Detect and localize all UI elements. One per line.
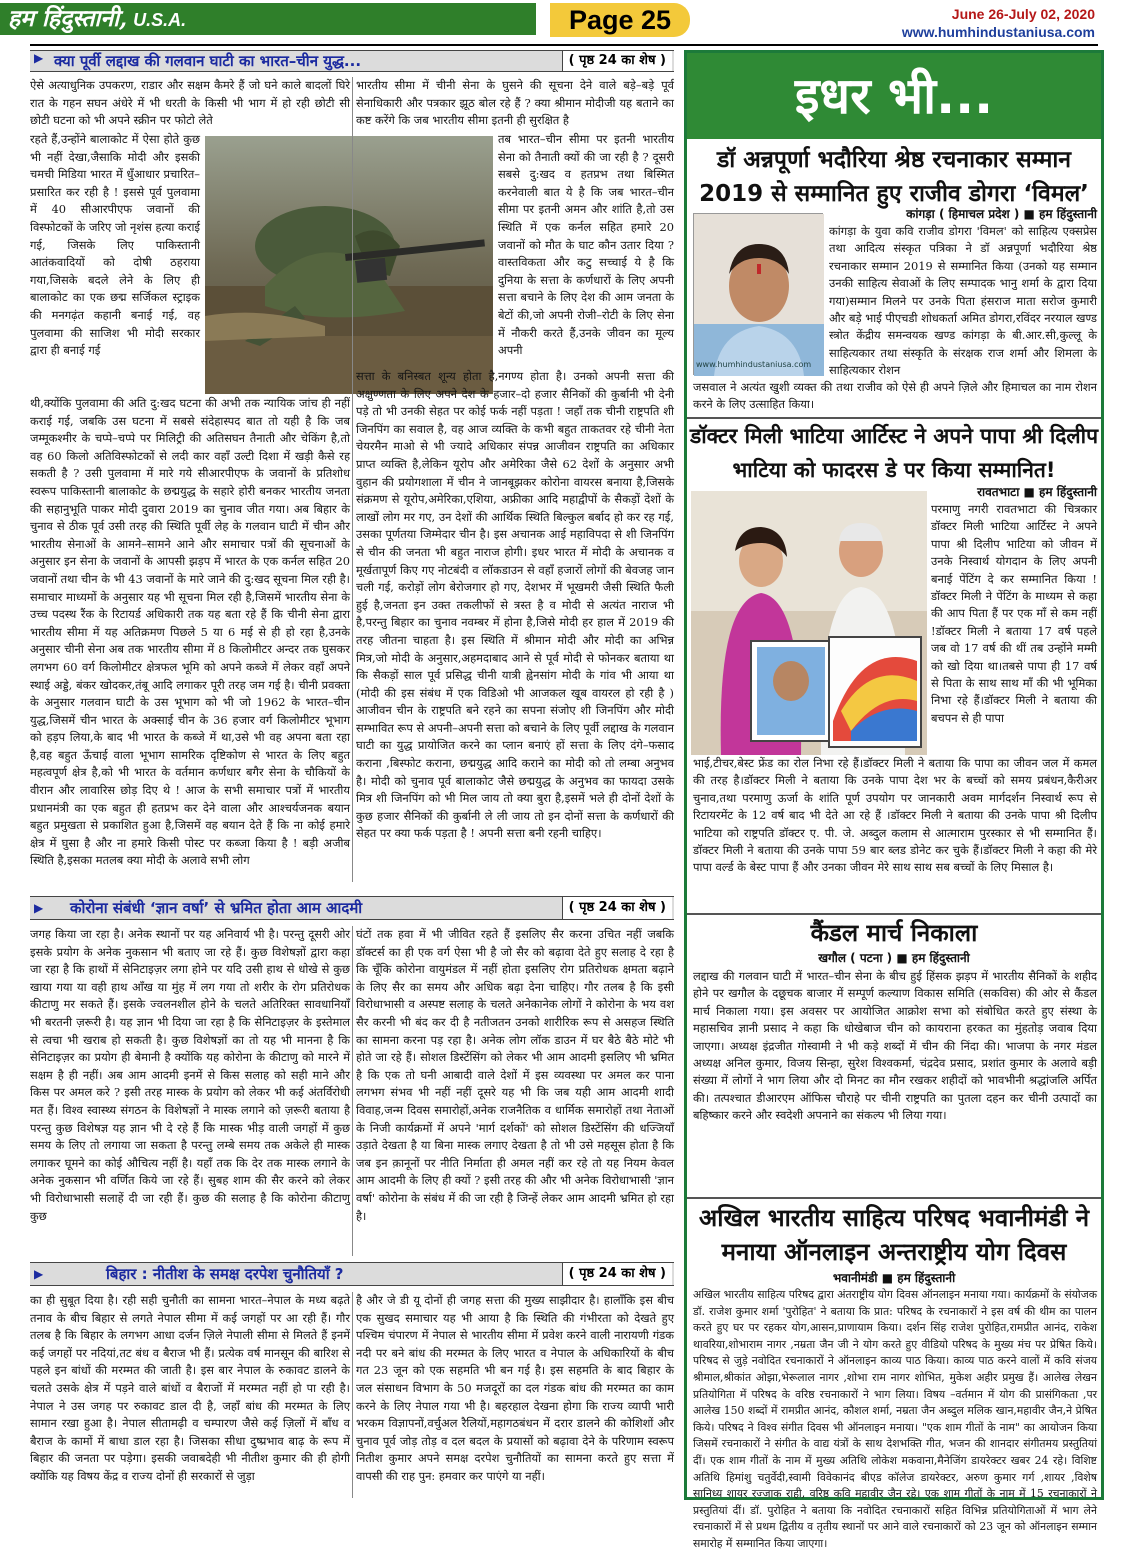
arrow-icon: ▶: [34, 1267, 44, 1281]
article1-title[interactable]: क्या पूर्वी लद्दाख की गलवान घाटी का भारत–चीन युद्ध...: [54, 52, 362, 70]
article2-col1: जगह किया जा रहा है। अनेक स्थानों पर यह अनिवार्य भी है। परन्तु दूसरी ओर इसके प्रयोग के अनेक नुकसान भी बताए जा रहे हैं। कुछ विशेषज्ञों द्वारा कहा जा रहा है कि हाथों में सेनिटाइज़र लगा होने पर यदि उसी हाथ से धोखे से कुछ खाया गया या वही हाथ आँख या मुंह में लग गया तो शरीर के रोग प्रतिरोधक कीटाणु मर सकते हैं। इसके ज्वलनशील होने के चलते अतिरिक्त सावधानियाँ भी बरतनी ज़रूरी है। यह ज्ञान भी दिया जा रहा है कि सेनिटाइज़र के इस्तेमाल से त्वचा भी खराब हो सकती है। कुछ विशेषज्ञों का तो यह भी मानना है कि सेनिटाइज़र का प्रयोग ही बेमानी है क्योंकि यह कोरोना के कीटाणु को मारने में सक्षम है ही नहीं। अब आम आदमी इनमें से किस सलाह को सही माने और किस पर अमल करे ? इसी तरह मास्क के प्रयोग को लेकर भी कई अंतर्विरोधी मत हैं। विश्व स्वास्थ्य संगठन के विशेषज्ञों ने मास्क लगाने को ज़रूरी बताया है परन्तु कुछ विशेषज्ञ यह ज्ञान भी दे रहे हैं कि मास्क भीड़ वाली जगहों में कुछ समय के लिए तो लगाया जा सकता है परन्तु लम्बे समय तक अकेले ही मास्क लगाकर घूमने का कोई औचित्य नहीं है। यहाँ तक कि देर तक मास्क लगाने के अनेक नुकसान भी वर्णित किये जा रहे हैं। सुबह शाम की सैर करने को लेकर भी विरोधाभासी सलाहें दी जा रही हैं। कुछ की सलाह है कि कोरोना कीटाणु कुछ: [30, 927, 350, 1223]
column-divider: [352, 1292, 353, 1498]
article2-col2: घंटों तक हवा में भी जीवित रहते हैं इसलिए सैर करना उचित नहीं जबकि डॉक्टर्स का ही एक वर्ग ऐसा भी है जो सैर को बढ़ावा देते हुए सलाह दे रहा है कि चूँकि कोरोना वायुमंडल में नहीं होता इसलिए रोग प्रतिरोधक क्षमता बढ़ाने के लिए सैर का समय और अधिक बढ़ा देना चाहिए। गौर तलब है कि इसी विरोधाभासी व अस्पष्ट सलाह के चलते अनेकानेक लोगों ने कोरोना के भय वश सैर करनी भी बंद कर दी है नतीजतन उनको शारीरिक रूप से असहज स्थिति का सामना करना पड़ रहा है। अनेक लोग लॉक डाउन में घर बैठे बैठे मोटे भी होते जा रहे हैं। सोशल डिस्टेंसिंग को लेकर भी आम आदमी इसलिए भी भ्रमित है कि एक तो घनी आबादी वाले देशों में इस व्यवस्था पर अमल कर पाना लगभग संभव भी नहीं नहीं दूसरे यह भी कि जब यही आम आदमी शादी विवाह,जन्म दिवस समारोहों,अनेक राजनैतिक व धार्मिक समारोहों तथा नेताओं के निजी कार्यक्रमों में अपने 'मार्ग दर्शकों' को सोशल डिस्टेंसिंग की धज्जियाँ उड़ाते देखता है या बिना मास्क लगाए देखता है तो भी उसे महसूस होता है कि जब इन क़ानूनों पर नीति निर्माता ही अमल नहीं कर रहे तो यह नियम केवल आम आदमी के लिए ही क्यों ? इसी तरह की और भी अनेक विरोधाभासी 'ज्ञान वर्षा' कोरोना के संबंध में की जा रही है जिन्हें लेकर आम आदमी भ्रमित हो रहा है।: [356, 927, 674, 1223]
article1-header: [30, 50, 674, 72]
article3-col2: है और जे डी यू दोनों ही जगह सत्ता की मुख्य साझीदार है। हालाँकि इस बीच एक सुखद समाचार यह भी आया है कि स्थिति की गंभीरता को देखते हुए पश्चिम चंपारण में नेपाल से भारतीय सीमा में प्रवेश करने वाली नारायणी गंडक नदी पर बने बांध की मरम्मत के लिए भारत व नेपाल के अधिकारियों के बीच गत 23 जून को एक सहमति भी बन गई है। इस सहमति के बाद बिहार के जल संसाधन विभाग के 50 मजदूरों का दल गंडक बांध की मरम्मत का काम करने के लिए नेपाल गया भी है। बहरहाल देखना होगा कि राज्य व्यापी भारी भरकम विज्ञापनों,वर्चुअल रैलियों,महागठबंधन में दरार डालने की कोशिशों और चुनाव पूर्व जोड़ तोड़ व दल बदल के प्रयासों को बढ़ावा देने के परिणाम स्वरूप नितीश कुमार अपने समक्ष दरपेश चुनौतियों का सामना करते हुए सत्ता में वापसी की राह पुन: हमवार कर पाएंगे या नहीं।: [356, 1293, 674, 1483]
article3-header: [30, 1262, 674, 1286]
page-number: Page 25: [550, 3, 690, 37]
bhatia-photo: [691, 491, 927, 755]
article1-col2-top: भारतीय सीमा में चीनी सेना के घुसने की सूचना देने वाले बड़े–बड़े पूर्व सेनाधिकारी और पत्रकार झूठ बोल रहे हैं ? क्या श्रीमान मोदीजी यह बताने का कष्ट करेंगे कि जब भारतीय सीमा इतनी ही सुरक्षित है: [356, 78, 674, 128]
newspaper-title: हम हिंदुस्तानी,: [8, 5, 128, 32]
side-banner: इधर भी...: [687, 53, 1101, 139]
story4-body: अखिल भारतीय साहित्य परिषद द्वारा अंतराष्ट्रीय योग दिवस ऑनलाइन मनाया गया। कार्यक्रमों के संयोजक डॉ. राजेश कुमार शर्मा 'पुरोहित' ने बताया कि प्रात: परिषद के रचनाकारों ने इस वर्ष की थीम का पालन करते हुए घर पर रहकर योग,आसन,प्राणायाम किया। दर्शन सिंह राजेश पुरोहित,रामप्रीत आनंद, राकेश थावरिया,शोभाराम नागर ,नम्रता जैन जी ने योग करते हुए वीडियो परिषद के मुख्य मंच पर प्रेषित किये। परिषद से जुड़े नवोदित रचनाकारों ने ऑनलाइन काव्य पाठ किया। काव्य पाठ करने वालों में कवि संजय श्रीमाल,श्रीकांत ओझा,भेरूलाल नागर ,शोभा राम नागर शोभित, मुकेश अहीर प्रमुख हैं। आलेख लेखन प्रतियोगिता में परिषद के वरिष्ठ रचनाकारों ने भाग लिया। विषय –वर्तमान में योग की प्रासंगिकता ,पर आलेख 150 शब्दों में रामप्रीत आनंद, कौशल शर्मा, नम्रता जैन अब्दुल मलिक खान,महावीर जैन,ने प्रेषित किये। परिषद ने विश्व संगीत दिवस भी ऑनलाइन मनाया। "एक शाम गीतों के नाम" का आयोजन किया जिसमें रचनाकारों ने संगीत के वाद्य यंत्रों के साथ देशभक्ति गीत, भजन की शानदार संगीतमय प्रस्तुतियां दीं। एक शाम गीतों के नाम में मुख्य अतिथि लोकेश मकवाना,मैनेजिंग डायरेक्टर खबर 24 रहे। विशिष्ट अतिथि हिमांशु चतुर्वेदी,स्वामी विवेकानंद बीएड कॉलेज डायरेक्टर, अरुण कुमार गर्ग ,शायर ,विशेष सानिध्य शायर रज्जाक राही, वरिष्ठ कवि महावीर जैन रहे। एक शाम गीतों के नाम में 15 रचनाकारों ने प्रस्तुतियां दीं। डॉ. पुरोहित ने बताया कि नवोदित रचनाकारों सहित विभिन्न प्रतियोगिताओं में भाग लेने रचनाकारों में से प्रथम द्वितीय व तृतीय स्थानों पर आने वाले रचनाकारों को 23 जून को ऑनलाइन सम्मान समारोह में सम्मानित किया जाएगा।: [693, 1288, 1097, 1550]
article3-continued: ( पृष्ठ 24 का शेष ): [562, 1263, 672, 1285]
masthead-banner: [0, 3, 536, 35]
story2-headline[interactable]: डॉक्टर मिली भाटिया आर्टिस्ट ने अपने पापा श्री दिलीप भाटिया को फादरस डे पर किया सम्मानित!: [689, 424, 1099, 482]
story1-body-full: जसवाल ने अत्यंत खुशी व्यक्त की तथा राजीव को ऐसे ही अपने ज़िले और हिमाचल का नाम रोशन करने के लिए उत्साहित किया।: [693, 380, 1097, 412]
side-news-box: [684, 50, 1104, 1550]
story2-dateline: रावतभाटा ■ हम हिंदुस्तानी: [977, 485, 1097, 499]
masthead-rule: [30, 44, 1098, 46]
story1-body-side: कांगड़ा के युवा कवि राजीव डोगरा 'विमल' को साहित्य एक्सप्रेस तथा आदित्य संस्कृत पत्रिका ने डॉ अन्नपूर्णा भदौरिया श्रेष्ठ रचनाकार सम्मान 2019 से सम्मानित किया (उनको यह सम्मान उनकी साहित्य सेवाओं के लिए सम्पादक भानु शर्मा के द्वारा दिया गया)सम्मान मिलने पर उनके पिता हंसराज माता सरोज कुमारी और बड़े भाई पीएचडी शोधकर्ता अमित डोगरा,रविंदर नरयाल खण्ड स्त्रोत केंद्रीय समन्वयक खण्ड कांगड़ा के बी.आर.सी,कुल्लू के साहित्यकार तथा संस्कृति के संरक्षक राज शर्मा और शिमला के साहित्यकार रोशन: [829, 224, 1097, 378]
story2-body-full: भाई,टीचर,बेस्ट फ्रेंड का रोल निभा रहे हैं।डॉक्टर मिली ने बताया कि पापा का जीवन जल में कमल की तरह है।डॉक्टर मिली ने बताया कि उनके पापा देश भर के बच्चों को समय प्रबंधन,कैरीअर चुनाव,तथा परमाणु ऊर्जा के शांति पूर्ण उपयोग पर जानकारी अवम मार्गदर्शन निस्वार्थ रूप से रिटायरमेंट के 12 वर्ष बाद भी देते आ रहे हैं ।डॉक्टर मिली ने बताया की उनके पापा श्री दिलीप भाटिया को राष्ट्रपति डॉक्टर ए. पी. जे. अब्दुल कलाम से आत्माराम पुरस्कार से भी सम्मानित हैं।डॉक्टर मिली ने बताया की उनके पापा 59 बार ब्लड डोनेट कर चुके हैं।डॉक्टर मिली ने कहा की मेरे पापा वर्ल्ड के बेस्ट पापा हैं और उनका जीवन मेरे साथ साथ सब बच्चों के लिए मिसाल है।: [693, 756, 1097, 875]
soldier-photo: [205, 136, 493, 394]
story-divider: [687, 1197, 1101, 1199]
article1-col1-left: रहते हैं,उन्होंने बालाकोट में ऐसा होते कुछ भी नहीं देखा,जैसाकि मोदी और इसकी चमची मिडिया भारत में धुँआधार प्रचारित–प्रसारित कर रही है ! इससे पूर्व पुलवामा में 40 सीआरपीएफ जवानों की विस्फोटकों के जरिए जो नृशंस हत्या कराई गई, जिसके लिए पाकिस्तानी आतंकवादियों को दोषी ठहराया गया,जिसके बदले लेने के लिए ही बालाकोट का एक छद्म सर्जिकल स्ट्राइक की मनगढ़ंत कहानी बनाई गई, वह पुलवामा की साजिश भी मोदी सरकार द्वारा ही बनाई गई: [30, 132, 200, 358]
story1-dateline: कांगड़ा ( हिमाचल प्रदेश ) ■ हम हिंदुस्तानी: [906, 207, 1097, 221]
rajeev-dogra-photo: [693, 213, 823, 375]
story4-headline[interactable]: अखिल भारतीय साहित्य परिषद भवानीमंडी ने मनाया ऑनलाइन अन्तराष्ट्रीय योग दिवस: [698, 1204, 1090, 1266]
article3-title[interactable]: बिहार : नीतीश के समक्ष दरपेश चुनौतियाँ ?: [106, 1265, 344, 1283]
soldier-rifle-icon: [205, 136, 493, 394]
issue-date: June 26-July 02, 2020: [951, 6, 1095, 22]
column-divider: [352, 77, 353, 882]
article3-col1: का ही सुबूत दिया है। रही सही चुनौती का सामना भारत–नेपाल के मध्य बढ़ते तनाव के बीच बिहार से लगते नेपाल सीमा में कई जगहों पर आ रही हैं। गौर तलब है कि बिहार के लगभग आधा दर्जन ज़िले नेपाली सीमा से मिलते हैं इनमें कई जगहों पर नदियां,तट बंध व बैराज भी हैं। प्रत्येक वर्ष मानसून की बारिश से पहले इन बांधों की मरम्मत की जाती है। इस बार नेपाल के रुकावट डालने के चलते उसके क्षेत्र में पड़ने वाले बांधों व बैराजों में मरम्मत नहीं हो पा रही है। नेपाल ने उस जगह पर रुकावट डाल दी है, जहाँ बांध की मरम्मत के लिए सामान रखा हुआ है। नेपाल सीतामढ़ी व चम्पारण जैसे कई ज़िलों में बाँध व बैराज के कामों में बाधा डाल रहा है। जिसका सीधा दुष्प्रभाव बाढ़ के रूप में बिहार की जनता पर पड़ेगा। इसकी जवाबदेही भी नीतीश कुमार की ही होगी क्योंकि यह विषय केंद्र व राज्य दोनों ही सरकारों से जुड़ा: [30, 1293, 350, 1483]
story3-dateline: खगौल ( पटना ) ■ हम हिंदुस्तानी: [818, 951, 970, 965]
story1-headline[interactable]: डॉ अन्नपूर्णा भदौरिया श्रेष्ठ रचनाकार सम्मान 2019 से सम्मानित हुए राजीव डोगरा ‘विमल’: [699, 147, 1089, 207]
newspaper-edition: U.S.A.: [133, 10, 187, 30]
article1-col2-bottom: सत्ता के बनिस्बत शून्य होता है,नगण्य होता है। उनको अपनी सत्ता की अक्षुण्णता के लिए अपने देश के हजार–दो हजार सैनिकों की कुर्बानी भी देनी पड़े तो भी उनकी सेहत पर कोई फर्क नहीं पड़ता ! जहाँ तक चीनी राष्ट्रपति शी जिनपिंग का सवाल है, वह आज व्यक्ति के कभी बहुत ताकतवर रहे चीनी नेता चेयरमैन माओ से भी ज्यादे अधिकार संपन्न आजीवन राष्ट्रपति का अधिकार प्राप्त व्यक्ति है,लेकिन यूरोप और अमेरिका जैसे 62 देशों के अनुसार अभी वुहान की प्रयोगशाला में चीन ने जानबूझकर कोरोना वायरस बनाया है,जिसके संक्रमण से यूरोप,अमेरिका,एशिया, अफ्रीका आदि महाद्वीपों के सैकड़ों देशों के लाखों लोग मर गए, उन देशों की आर्थिक स्थिति बिल्कुल बर्बाद हो कर रह गई, उसका पूर्णतया जिम्मेदार चीन है। इस अचानक आई महाविपदा से शी जिनपिंग से चीन की जनता भी बहुत नाराज होगी। इधर भारत में मोदी के अचानक व मूर्खतापूर्ण किए गए नोटबंदी व लॉकडाउन से वहाँ हजारों लोगों की बेवजह जान चली गई, करोड़ों लोग बेरोजगार हो गए, देशभर में भूखमरी जैसी स्थिति फैली हुई है,जनता इन उक्त तकलीफों से त्रस्त है व मोदी से अत्यंत नाराज भी है,परन्तु बिहार का चुनाव नवम्बर में होना है,जिसे मोदी हर हाल में 2019 की तरह जीतना चाहता है। इस स्थिति में श्रीमान मोदी और मोदी का अभिन्न मित्र,जो मोदी के अनुसार,अहमदाबाद आने से पूर्व मोदी से फोनकर बताया था कि सैकड़ों साल पूर्व प्रसिद्ध चीनी यात्री ह्वेनसांग मोदी के गांव भी आया था (मोदी की इस संबंध में एक विडिओ भी आजकल खूब वायरल हो रही है ) आजीवन चीन के राष्ट्रपति बने रहने का सपना संजोए शी जिनपिंग और मोदी सम्भावित रूप से अपनी–अपनी सत्ता को बचाने के लिए पूर्वी लद्दाख के गलवान घाटी का युद्ध प्रायोजित करने का प्लान बनाएं हों सत्ता के लिए दंगे–फसाद कराना ,बिस्फोट कराना, छद्मयुद्ध आदि कराने का मोदी को तो लम्बा अनुभव है। मोदी को चुनाव पूर्व बालाकोट जैसे छद्मयुद्ध के अनुभव का फायदा उसके मित्र शी जिनपिंग को भी मिल जाय तो क्या बुरा है,इसमें भले ही दोनों देशों के कुछ हजार सैनिकों की कुर्बानी ले ली जाय तो इन दोनों सत्ता के कर्णधारों की सेहत पर क्या फर्क पड़ता है ! अपनी सत्ता बनी रहनी चाहिए।: [356, 369, 674, 841]
article2-continued: ( पृष्ठ 24 का शेष ): [562, 897, 672, 919]
article2-title[interactable]: कोरोना संबंधी ‘ज्ञान वर्षा’ से भ्रमित होता आम आदमी: [70, 899, 363, 917]
story4-dateline: भवानीमंडी ■ हम हिंदुस्तानी: [832, 1271, 956, 1285]
arrow-icon: ▶: [34, 51, 44, 65]
arrow-icon: ▶: [34, 901, 44, 915]
story2-body-side: परमाणु नगरी रावतभाटा की चित्रकार डॉक्टर मिली भाटिया आर्टिस्ट ने अपने पापा श्री दिलीप भाटिया को जीवन में उनके निस्वार्थ योगदान के लिए अपनी बनाई पेंटिंग दे कर सम्मानित किया !डॉक्टर मिली ने पेंटिंग के माध्यम से कहा की आप पिता हैं पर एक माँ से कम नहीं !डॉक्टर मिली ने बताया 17 वर्ष पहले जब वो 17 वर्ष की थीं तब उन्होंने मम्मी को खो दिया था।तबसे पापा ही 17 वर्ष से पिता के साथ साथ माँ की भी भूमिका निभा रहे हैं।डॉक्टर मिली ने बताया की बचपन से ही पापा: [931, 502, 1097, 725]
story3-body: लद्दाख की गलवान घाटी में भारत–चीन सेना के बीच हुई हिंसक झड़प में भारतीय सैनिकों के शहीद होने पर खगौल के दछूचक बाजार में सम्पूर्ण कल्याण विकास समिति (सकविस) की ओर से कैंडल मार्च निकाला गया। इस अवसर पर आयोजित आक्रोश सभा को संबोधित करते हुए संस्था के महासचिव ज्ञानी प्रसाद ने कहा कि धोखेबाज चीन को कायराना हरकत का मुंहतोड़ जवाब दिया जाएगा। अध्यक्ष इंद्रजीत गोस्वामी ने भी कड़े शब्दों में चीन की निंदा की। भाजपा के नगर मंडल अध्यक्ष अनिल कुमार, विजय सिन्हा, सुरेश विश्वकर्मा, चंद्रदेव प्रसाद, प्रशांत कुमार के अलावे बड़ी संख्या में लोगों ने भाग लिया और दो मिनट का मौन रखकर शहीदों को भावभीनी श्रद्धांजलि अर्पित की। तत्पश्चात डीआरएम ऑफिस चौराहे पर चीनी राष्ट्रपति का पुतला दहन कर चीनी उत्पादों का बहिष्कार करने और स्वदेशी अपनाने का संकल्प भी लिया गया।: [693, 969, 1097, 1123]
website-link[interactable]: www.humhindustaniusa.com: [901, 24, 1095, 40]
column-divider: [352, 926, 353, 1256]
portrait-icon: [694, 214, 824, 376]
story-divider: [687, 913, 1101, 915]
photo-watermark: www.humhindustaniusa.com: [696, 360, 812, 369]
article1-col1-bottom: थी,क्योंकि पुलवामा की अति दु:खद घटना की अभी तक न्यायिक जांच ही नहीं कराई गई, जबकि उस घटना में सबसे संदेहास्पद बात तो यही है कि जब जम्मूकश्मीर के चप्पे–चप्पे पर मिलिट्री की अतिसघन तैनाती और चेकिंग है,तो वह 60 किलो अतिविस्फोटकों से लदी कार वहाँ उल्टी दिशा में खड़ी कैसे रह सकती है ? उसी पुलवामा में मारे गये सीआरपीएफ के जवानों के प्रतिशोध स्वरूप पाकिस्तानी बालाकोट के छद्मयुद्ध के सहारे होरी बनकर भारतीय जनता की सहानुभूति पाकर मोदी दुवारा 2019 का चुनाव जीत गया। अब बिहार के चुनाव से ठीक पूर्व उसी तरह की स्थिति पूर्वी लेह के गलवान घाटी में चीन और भारतीय सेनाओं के आमने–सामने आने और समाचार पत्रों की सूचनाओं के अनुसार इन सेना के जवानों के आपसी झड़प में भारत के एक कर्नल सहित 20 जवानों तथा चीन के भी 43 जवानों के मारे जाने की दु:खद सूचना मिल रही है। समाचार माध्यमों के अनुसार यह भी सूचना मिल रही है,जिसमें भारतीय सेना के उच्च पदस्थ रैंक के रिटायर्ड अधिकारी तक यह बता रहे हैं कि चीनी सेना द्वारा भारतीय सीमा में यह अतिक्रमण पिछले 5 या 6 मई से ही हो रहा है,उनके अनुसार चीनी सेना अब तक भारतीय सीमा में 8 किलोमीटर अन्दर तक घुसकर लगभग 60 वर्ग किलोमीटर क्षेत्रफल भूमि को अपने कब्जे में लेकर वहाँ अपने स्थाई अड्डे, बंकर खोदकर,तंबू आदि लगाकर पूरी तरह जम गई है। चीनी प्रवक्ता के अनुसार गलवान घाटी के उस भूभाग को भी जो 1962 के भारत–चीन युद्ध,जिसमें चीन भारत के अक्साई चीन के 36 हजार वर्ग किलोमीटर भूभाग को हड़प लिया,के बाद भी भारत के कब्जे में था,उसे भी वह अपना बता रहा है,वह बहुत ऊँचाई वाला भूभाग सामरिक दृष्टिकोण से भारत के लिए बहुत महत्वपूर्ण क्षेत्र है,को भी भारत के वर्तमान कर्णधार बगैर सेना के चौकियों के वीरान और लावारिस छोड़ दिए थे ! आज के सभी समाचार पत्रों में भारतीय प्रधानमंत्री का एक बहुत ही हतप्रभ कर देने वाला और आश्चर्यजनक बयान बहुत प्रमुखता से प्रकाशित हुआ है,जिसमें वह बयान देते हैं कि ना कोई हमारे क्षेत्र में घुसा है और ना हमारे किसी पोस्ट पर कब्जा किया है ! बड़ी अजीब स्थिति है,इसका मतलब क्या मोदी के अलावे सभी लोग: [30, 396, 350, 868]
article1-continued: ( पृष्ठ 24 का शेष ): [562, 51, 672, 71]
article1-col2-right: तब भारत–चीन सीमा पर इतनी भारतीय सेना को तैनाती क्यों की जा रही है ? दूसरी सबसे दु:खद व हतप्रभ तथा बिस्मित करनेवाली बात ये है कि जब भारत–चीन सीमा पर इतनी अमन और शांति है,तो उस स्थिति में एक कर्नल सहित हमारे 20 जवानों को मौत के घाट कौन उतार दिया ? वास्तविकता और कटु सच्चाई ये है कि दुनिया के सत्ता के कर्णधारों के लिए अपनी सत्ता बचाने के लिए देश की आम जनता के बेटों की,जो अपनी रोजी–रोटी के लिए सेना में नौकरी करते हैं,उनके जीवन का मूल्य अपनी: [498, 132, 674, 358]
painting-presentation-icon: [691, 491, 927, 755]
article1-col1-top: ऐसे अत्याधुनिक उपकरण, राडार और सक्षम कैमरे हैं जो घने काले बादलों घिरे रात के गहन सघन अंधेरे में भी धरती के किसी भी भाग में हो रही छोटी सी छोटी घटना को भी अपने स्क्रीन पर फोटो लेते: [30, 78, 350, 128]
story3-headline[interactable]: कैंडल मार्च निकाला: [810, 919, 978, 947]
article2-header: [30, 896, 674, 920]
